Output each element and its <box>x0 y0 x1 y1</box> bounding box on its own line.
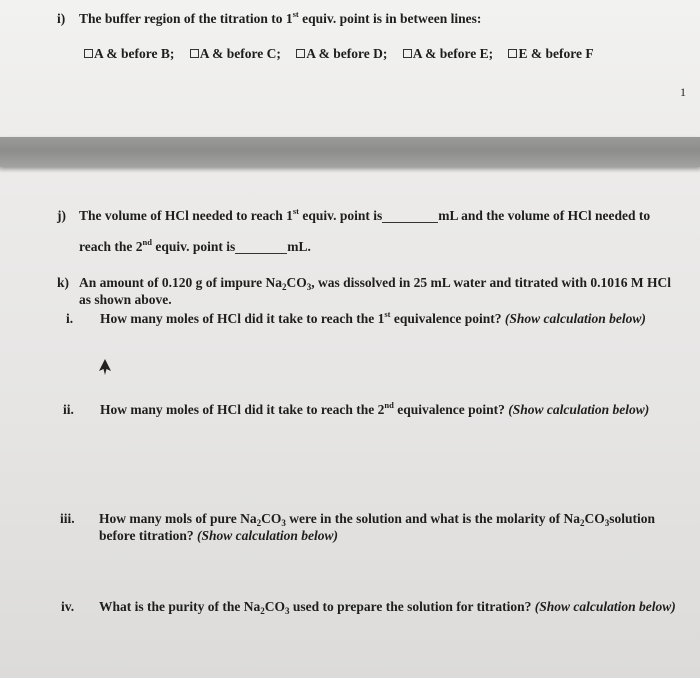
subquestion-i-text: How many moles of HCl did it take to reach the 1st equivalence point? (Show calculation below) <box>100 309 646 326</box>
answer-blank-2nd[interactable] <box>235 241 287 254</box>
question-j-line1: The volume of HCl needed to reach 1st equiv. point is mL and the volume of HCl needed to <box>79 206 651 223</box>
subquestion-i-label: i. <box>66 311 74 326</box>
subquestion-iv-text: What is the purity of the $Na_2CO_3$ used to prepare the solution for titration? (Show calculation below) <box>99 599 676 616</box>
page-number: 1 <box>680 85 686 99</box>
page-divider-shadow <box>0 167 700 173</box>
subquestion-ii-text: How many moles of HCl did it take to reach the 2nd equivalence point? (Show calculation below) <box>100 400 650 417</box>
option-e-before-f[interactable]: E & before F <box>508 46 593 62</box>
option-a-before-e[interactable]: A & before E; <box>403 46 493 62</box>
checkbox[interactable] <box>84 49 93 58</box>
question-i-text: The buffer region of the titration to 1st equiv. point is in between lines: <box>79 9 482 26</box>
checkbox[interactable] <box>296 49 305 58</box>
checkbox[interactable] <box>508 49 517 58</box>
mouse-cursor-icon <box>98 359 112 375</box>
subquestion-iii-line2: before titration? (Show calculation below) <box>99 528 338 543</box>
question-k-line1: An amount of 0.120 g of impure $Na_2CO_3$, was dissolved in 25 mL water and titrated with 0.1016 M HCl <box>79 275 672 292</box>
subquestion-iii-label: iii. <box>60 511 75 526</box>
question-j-label: j) <box>57 208 66 223</box>
subquestion-iv-label: iv. <box>61 599 75 614</box>
answer-blank-1st[interactable] <box>382 210 438 223</box>
option-a-before-c[interactable]: A & before C; <box>190 46 281 62</box>
checkbox[interactable] <box>190 49 199 58</box>
question-j-line2: reach the 2nd equiv. point is mL. <box>79 237 311 254</box>
checkbox[interactable] <box>403 49 412 58</box>
page-divider <box>0 137 700 167</box>
question-k-line2: as shown above. <box>79 292 172 307</box>
option-a-before-d[interactable]: A & before D; <box>296 46 387 62</box>
subquestion-ii-label: ii. <box>63 402 74 417</box>
question-i-options <box>84 46 606 62</box>
subquestion-iii-line1: How many mols of pure $Na_2CO_3$ were in the solution and what is the molarity of $Na_2CO_3solution$ <box>99 511 656 528</box>
question-i-label: i) <box>57 11 66 26</box>
option-a-before-b[interactable]: A & before B; <box>84 46 174 62</box>
question-k-label: k) <box>57 275 70 290</box>
